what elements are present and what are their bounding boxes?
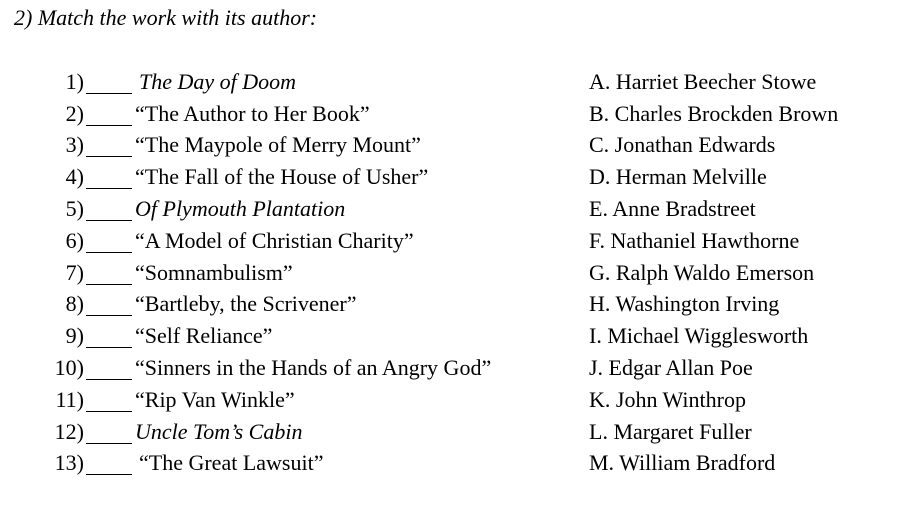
answer-blank[interactable]	[86, 358, 132, 380]
answer-blank[interactable]	[86, 231, 132, 253]
question-heading: 2) Match the work with its author:	[14, 5, 318, 30]
author-option: G. Ralph Waldo Emerson	[589, 259, 815, 285]
author-option: H. Washington Irving	[589, 291, 780, 317]
work-title: “Self Reliance”	[135, 323, 273, 349]
work-number: 12)	[54, 418, 84, 444]
work-row	[44, 289, 564, 321]
answer-blank[interactable]	[86, 294, 132, 316]
answer-blank[interactable]	[86, 453, 132, 475]
author-option: B. Charles Brockden Brown	[589, 100, 839, 126]
works-list	[44, 66, 564, 479]
work-title: Of Plymouth Plantation	[135, 196, 346, 222]
work-row	[44, 320, 564, 352]
work-row	[44, 66, 564, 98]
work-title: “Rip Van Winkle”	[135, 386, 295, 412]
work-title: The Day of Doom	[139, 68, 297, 94]
author-option: A. Harriet Beecher Stowe	[589, 68, 817, 94]
work-number: 9)	[65, 323, 84, 349]
work-number: 10)	[54, 355, 84, 381]
work-number: 5)	[65, 196, 84, 222]
work-row	[44, 448, 564, 480]
work-title: “A Model of Christian Charity”	[135, 227, 414, 253]
work-row	[44, 257, 564, 289]
work-number: 1)	[65, 68, 84, 94]
work-title: “Sinners in the Hands of an Angry God”	[135, 355, 492, 381]
work-number: 6)	[65, 227, 84, 253]
answer-blank[interactable]	[86, 390, 132, 412]
author-option: K. John Winthrop	[589, 386, 746, 412]
work-number: 3)	[65, 132, 84, 158]
answer-blank[interactable]	[86, 135, 132, 157]
work-title: Uncle Tom’s Cabin	[135, 418, 303, 444]
work-title: “Somnambulism”	[135, 259, 293, 285]
authors-list	[589, 66, 909, 479]
work-row	[44, 193, 564, 225]
answer-blank[interactable]	[86, 72, 132, 94]
work-row	[44, 98, 564, 130]
work-row	[44, 352, 564, 384]
author-option: I. Michael Wigglesworth	[589, 323, 809, 349]
answer-blank[interactable]	[86, 263, 132, 285]
work-row	[44, 161, 564, 193]
work-number: 4)	[65, 164, 84, 190]
author-option: D. Herman Melville	[589, 164, 767, 190]
answer-blank[interactable]	[86, 167, 132, 189]
answer-blank[interactable]	[86, 422, 132, 444]
work-number: 8)	[65, 291, 84, 317]
work-row	[44, 225, 564, 257]
work-title: “The Fall of the House of Usher”	[135, 164, 429, 190]
answer-blank[interactable]	[86, 326, 132, 348]
answer-blank[interactable]	[86, 104, 132, 126]
answer-blank[interactable]	[86, 199, 132, 221]
author-option: E. Anne Bradstreet	[589, 196, 756, 222]
work-row	[44, 130, 564, 162]
work-title: “The Great Lawsuit”	[139, 450, 324, 476]
work-row	[44, 416, 564, 448]
work-number: 11)	[55, 386, 84, 412]
work-number: 7)	[65, 259, 84, 285]
author-option: M. William Bradford	[589, 450, 776, 476]
author-option: C. Jonathan Edwards	[589, 132, 776, 158]
author-option: F. Nathaniel Hawthorne	[589, 227, 800, 253]
work-title: “The Author to Her Book”	[135, 100, 370, 126]
work-number: 13)	[54, 450, 84, 476]
work-row	[44, 384, 564, 416]
work-title: “Bartleby, the Scrivener”	[135, 291, 357, 317]
work-number: 2)	[65, 100, 84, 126]
work-title: “The Maypole of Merry Mount”	[135, 132, 421, 158]
author-option: J. Edgar Allan Poe	[589, 355, 753, 381]
author-option: L. Margaret Fuller	[589, 418, 752, 444]
